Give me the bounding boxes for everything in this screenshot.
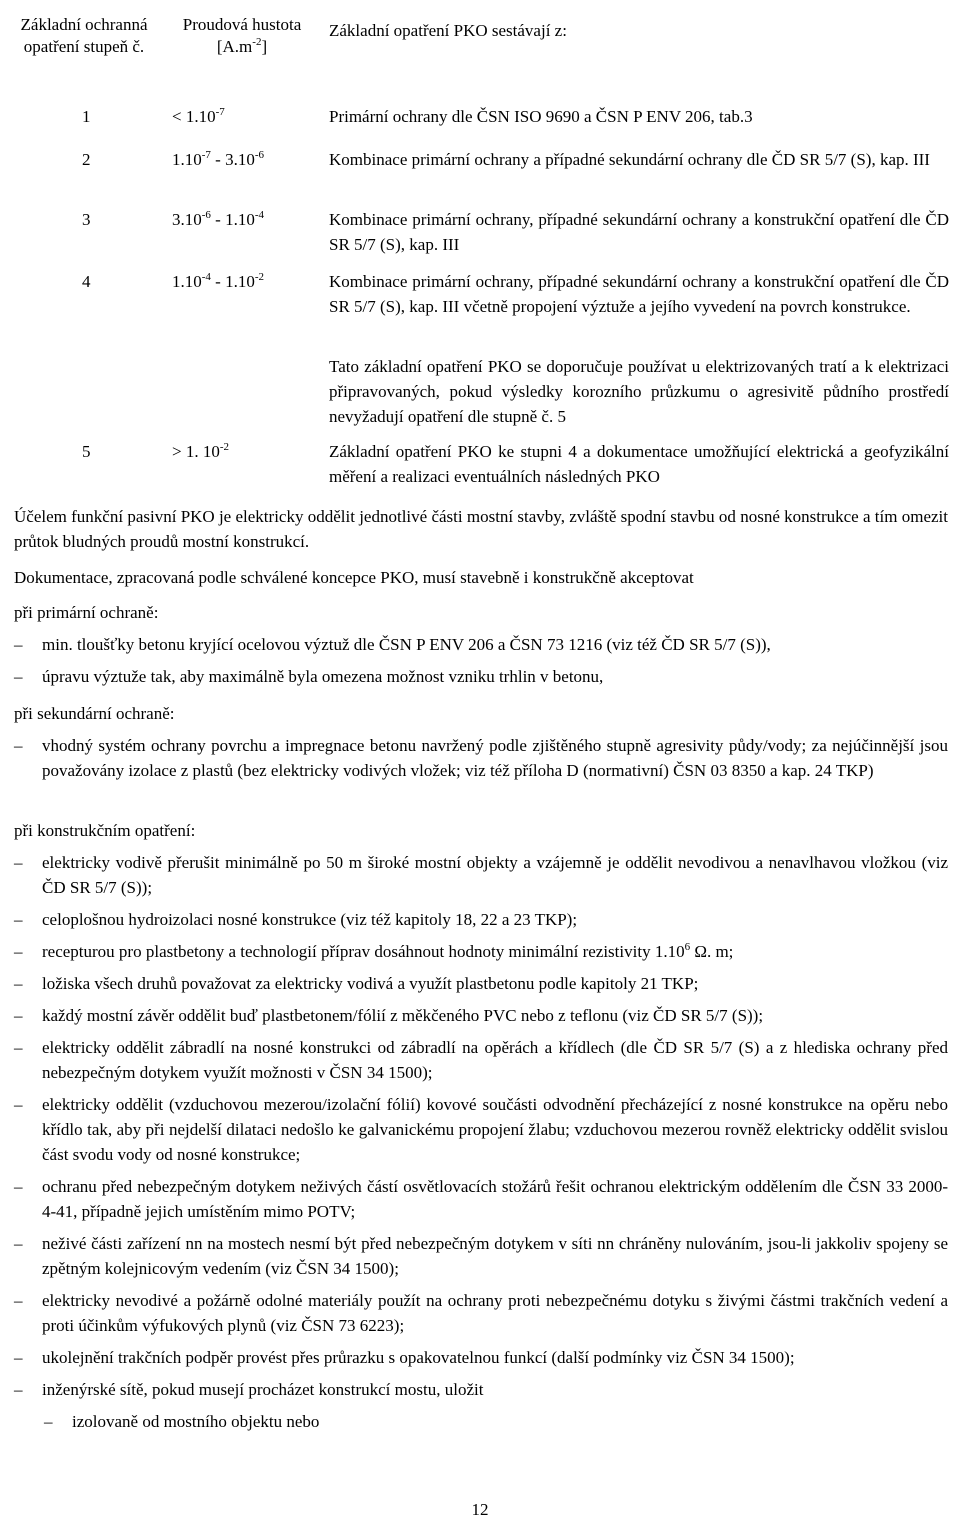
constructional-list (14, 850, 948, 1441)
row-density: > 1. $10^{-2}$ (172, 441, 230, 461)
list-item: – ložiska všech druhů považovat za elektricky vodivá a využít plastbetonu podle kapitoly 21 TKP; (14, 974, 699, 993)
row-density: $1.10^{-7} - 3.10^{-6}$ (172, 149, 265, 169)
row-text: Primární ochrany dle ČSN ISO 9690 a ČSN P ENV 206, tab.3 (329, 107, 753, 126)
row-text: Základní opatření PKO ke stupni 4 a dokumentace umožňující elektrická a geofyzikální měření a realizaci eventuálních následných PKO (329, 442, 949, 486)
row-level: 4 (82, 272, 91, 291)
list-item: – celoplošnou hydroizolaci nosné konstrukce (viz též kapitoly 18, 22 a 23 TKP); (14, 910, 578, 929)
list-item: – min. tloušťky betonu kryjící ocelovou výztuž dle ČSN P ENV 206 a ČSN 73 1216 (viz též ČD SR 5/7 (S)), (14, 635, 771, 654)
row-level: 2 (82, 150, 91, 169)
row-note: Tato základní opatření PKO se doporučuje používat u elektrizovaných tratí a k elektrizaci připravovaných, pokud výsledky korozního průzkumu o agresivitě půdního prostředí nevyžadují opatření dle stupně č. 5 (329, 357, 949, 426)
header-measures: Základní opatření PKO sestávají z: (329, 21, 567, 40)
list-item: – ochranu před nebezpečným dotykem neživých částí osvětlovacích stožárů řešit ochranou elektrickým oddělením dle ČSN 33 2000-4-41, případně jejich umístěním mimo POTV; (14, 1177, 948, 1221)
row-density: $1.10^{-4} - 1.10^{-2}$ (172, 271, 265, 291)
page-number: 12 (471, 1500, 489, 1519)
list-item: – ukolejnění trakčních podpěr provést přes průrazku s opakovatelnou funkcí (další podmínky viz ČSN 34 1500); (14, 1348, 795, 1367)
row-density: < $1.10^{-7}$ (172, 106, 225, 126)
list-subitem: – izolovaně od mostního objektu nebo (44, 1412, 320, 1431)
primary-list (14, 632, 948, 696)
protection-table (14, 14, 954, 486)
row-text: Kombinace primární ochrany, případné sekundární ochrany a konstrukční opatření dle ČD SR 5/7 (S), kap. III (329, 210, 949, 254)
paragraph-documentation: Dokumentace, zpracovaná podle schválené koncepce PKO, musí stavebně i konstrukčně akceptovat (14, 568, 694, 587)
list-item: – elektricky oddělit zábradlí na nosné konstrukci od zábradlí na opěrách a křídlech (dle ČD SR 5/7 (S) a z hlediska ochrany před nebezpečným dotykem využít možnosti v ČSN 34 1500); (14, 1038, 948, 1082)
secondary-list (14, 733, 948, 790)
list-item: – elektricky oddělit (vzduchovou mezerou/izolační fólií) kovové součásti odvodnění přecházející z nosné konstrukce na opěru nebo křídlo tak, aby při nejdelší dilataci nedošlo ke galvanickému propojení žlabu; vzduchovou mezerou rovněž elektricky oddělit svislou část svodu vody od nosné konstrukce; (14, 1095, 948, 1164)
header-level: Základní ochranná opatření stupeň č. (20, 15, 148, 56)
list-item: – elektricky nevodivé a požárně odolné materiály použít na ochrany proti nebezpečnému dotyku s živými částmi trakčních vedení a proti účinkům výfukových plynů (viz ČSN 73 6223); (14, 1291, 948, 1335)
row-text: Kombinace primární ochrany, případné sekundární ochrany a konstrukční opatření dle ČD SR 5/7 (S), kap. III včetně propojení výztuže a jejího vyvedení na povrch konstrukce. (329, 272, 949, 316)
list-item: – elektricky vodivě přerušit minimálně po 50 m široké mostní objekty a vzájemně je oddělit nevodivou a nenavlhavou vložkou (viz ČD SR 5/7 (S)); (14, 853, 948, 897)
list-item: – neživé části zařízení nn na mostech nesmí být před nebezpečným dotykem v síti nn chráněny nulováním, jsou-li jakkoliv spojeny se zpětným kolejnicovým vedením (viz ČSN 34 1500); (14, 1234, 948, 1278)
row-level: 5 (82, 442, 91, 461)
heading-constructional: při konstrukčním opatření: (14, 821, 196, 840)
row-density: $3.10^{-6} - 1.10^{-4}$ (172, 209, 265, 229)
list-item: – každý mostní závěr oddělit buď plastbetonem/fólií z měkčeného PVC nebo z teflonu (viz ČD SR 5/7 (S)); (14, 1006, 764, 1025)
list-item: – vhodný systém ochrany povrchu a impregnace betonu navržený podle zjištěného stupně agresivity půdy/vody; za nejúčinnější jsou považovány izolace z plastů (bez elektricky vodivých vložek; viz též příloha D (normativní) ČSN 03 8350 a kap. 24 TKP) (14, 736, 948, 780)
row-text: Kombinace primární ochrany a případné sekundární ochrany dle ČD SR 5/7 (S), kap. III (329, 150, 930, 169)
row-level: 3 (82, 210, 91, 229)
header-density: Proudová hustota $[A.m^{-2}]$ (182, 15, 302, 56)
row-level: 1 (82, 107, 91, 126)
list-item: – recepturou pro plastbetony a technologií příprav dosáhnout hodnoty minimální rezistivity 1.10$^6$ Ω. m; (14, 941, 734, 961)
list-item: – úpravu výztuže tak, aby maximálně byla omezena možnost vzniku trhlin v betonu, (14, 667, 604, 686)
table-header (14, 14, 954, 94)
paragraph-purpose: Účelem funkční pasivní PKO je elektricky oddělit jednotlivé části mostní stavby, zvláště spodní stavbu od nosné konstrukce a tím omezit průtok bludných proudů mostní konstrukcí. (14, 507, 948, 551)
list-item: – inženýrské sítě, pokud musejí procházet konstrukcí mostu, uložit (14, 1380, 484, 1399)
heading-primary: při primární ochraně: (14, 603, 159, 622)
heading-secondary: při sekundární ochraně: (14, 704, 175, 723)
